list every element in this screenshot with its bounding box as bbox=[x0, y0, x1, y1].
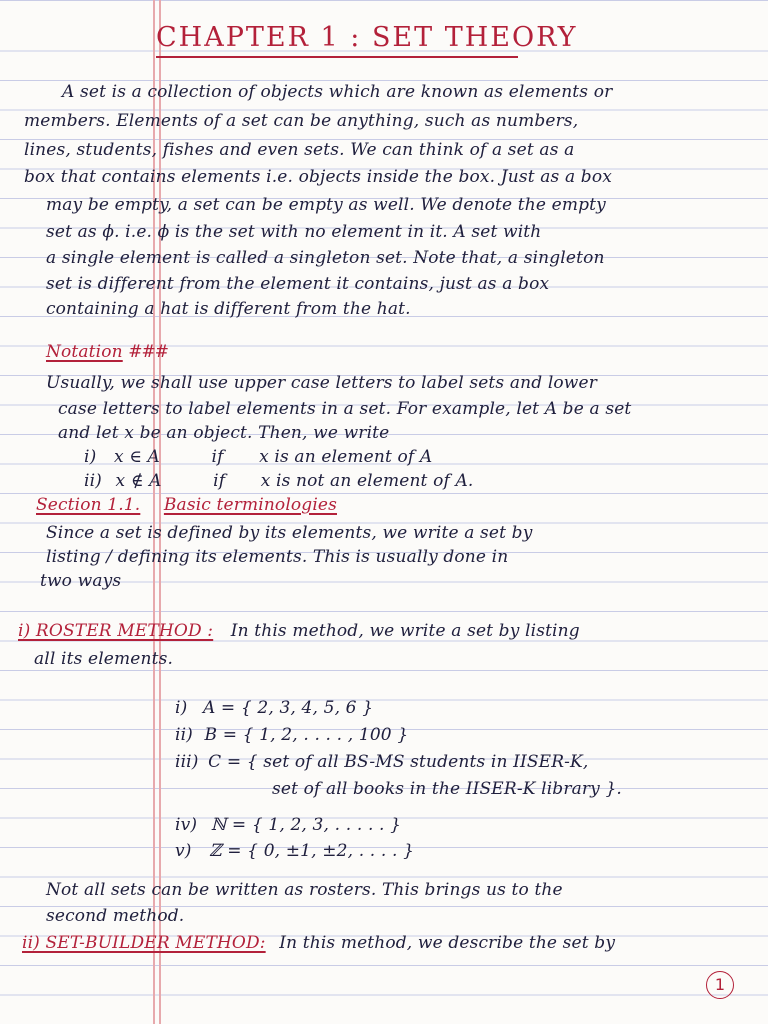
item-description: x is an element of A bbox=[259, 447, 433, 467]
roster-example bbox=[175, 814, 401, 836]
notation-line: Usually, we shall use upper case letters to label sets and lower bbox=[46, 373, 597, 393]
intro-line: may be empty, a set can be empty as well. We denote the empty bbox=[46, 195, 606, 215]
roster-line bbox=[18, 620, 580, 642]
example-number: v) bbox=[175, 841, 192, 861]
notation-line: case letters to label elements in a set. For example, let A be a set bbox=[58, 399, 632, 419]
item-expression: x ∉ A bbox=[115, 471, 162, 491]
example-number: iv) bbox=[175, 815, 198, 835]
section-heading bbox=[36, 494, 337, 516]
roster-text: In this method, we write a set by listing bbox=[230, 621, 580, 641]
section-line: Since a set is defined by its elements, we write a set by bbox=[46, 523, 533, 543]
hash-mark: ### bbox=[128, 342, 169, 362]
section-title: Basic terminologies bbox=[163, 495, 337, 515]
example-text: A = { 2, 3, 4, 5, 6 } bbox=[202, 698, 374, 718]
chapter-title: CHAPTER 1 : SET THEORY bbox=[156, 22, 578, 53]
closing-line: Not all sets can be written as rosters. This brings us to the bbox=[46, 880, 563, 900]
notation-heading bbox=[46, 341, 168, 363]
page-number: 1 bbox=[706, 971, 734, 999]
section-label: Section 1.1. bbox=[36, 495, 141, 515]
notation-line: and let x be an object. Then, we write bbox=[58, 423, 390, 443]
item-expression: x ∈ A bbox=[113, 447, 160, 467]
roster-line: all its elements. bbox=[34, 649, 174, 669]
intro-line: set as ϕ. i.e. ϕ is the set with no element in it. A set with bbox=[46, 222, 542, 242]
roster-example bbox=[175, 724, 408, 746]
section-line: two ways bbox=[40, 571, 122, 591]
closing-line: second method. bbox=[46, 906, 185, 926]
example-number: i) bbox=[175, 698, 188, 718]
example-text: ℤ = { 0, ±1, ±2, . . . . } bbox=[209, 841, 415, 861]
roster-label: i) ROSTER METHOD : bbox=[18, 621, 214, 641]
example-text: ℕ = { 1, 2, 3, . . . . . } bbox=[210, 815, 402, 835]
intro-line: A set is a collection of objects which are known as elements or bbox=[62, 82, 613, 102]
roster-example bbox=[272, 778, 622, 800]
set-builder-label: ii) SET-BUILDER METHOD: bbox=[22, 933, 266, 953]
set-builder-line bbox=[22, 932, 615, 954]
intro-line: lines, students, fishes and even sets. We can think of a set as a bbox=[24, 140, 575, 160]
intro-line: a single element is called a singleton set. Note that, a singleton bbox=[46, 248, 605, 268]
roster-example bbox=[175, 697, 373, 719]
roster-example bbox=[175, 751, 588, 773]
intro-line: members. Elements of a set can be anything, such as numbers, bbox=[24, 111, 579, 131]
title-underline bbox=[156, 56, 518, 58]
item-condition: if bbox=[211, 447, 224, 467]
example-text: C = { set of all BS-MS students in IISER-K, bbox=[208, 752, 589, 772]
notation-heading-text: Notation bbox=[46, 342, 123, 362]
example-text: B = { 1, 2, . . . . , 100 } bbox=[204, 725, 409, 745]
item-condition: if bbox=[213, 471, 226, 491]
item-description: x is not an element of A. bbox=[260, 471, 474, 491]
notation-item bbox=[84, 470, 473, 492]
roster-example bbox=[175, 840, 414, 862]
intro-line: set is different from the element it contains, just as a box bbox=[46, 274, 550, 294]
notation-item bbox=[84, 446, 432, 468]
example-number: ii) bbox=[175, 725, 193, 745]
item-number: i) bbox=[84, 447, 97, 467]
intro-line: box that contains elements i.e. objects inside the box. Just as a box bbox=[24, 167, 612, 187]
intro-line: containing a hat is different from the hat. bbox=[46, 299, 411, 319]
set-builder-text: In this method, we describe the set by bbox=[279, 933, 616, 953]
item-number: ii) bbox=[84, 471, 102, 491]
example-text: set of all books in the IISER-K library }. bbox=[272, 779, 622, 799]
section-line: listing / defining its elements. This is usually done in bbox=[46, 547, 509, 567]
example-number: iii) bbox=[175, 752, 199, 772]
